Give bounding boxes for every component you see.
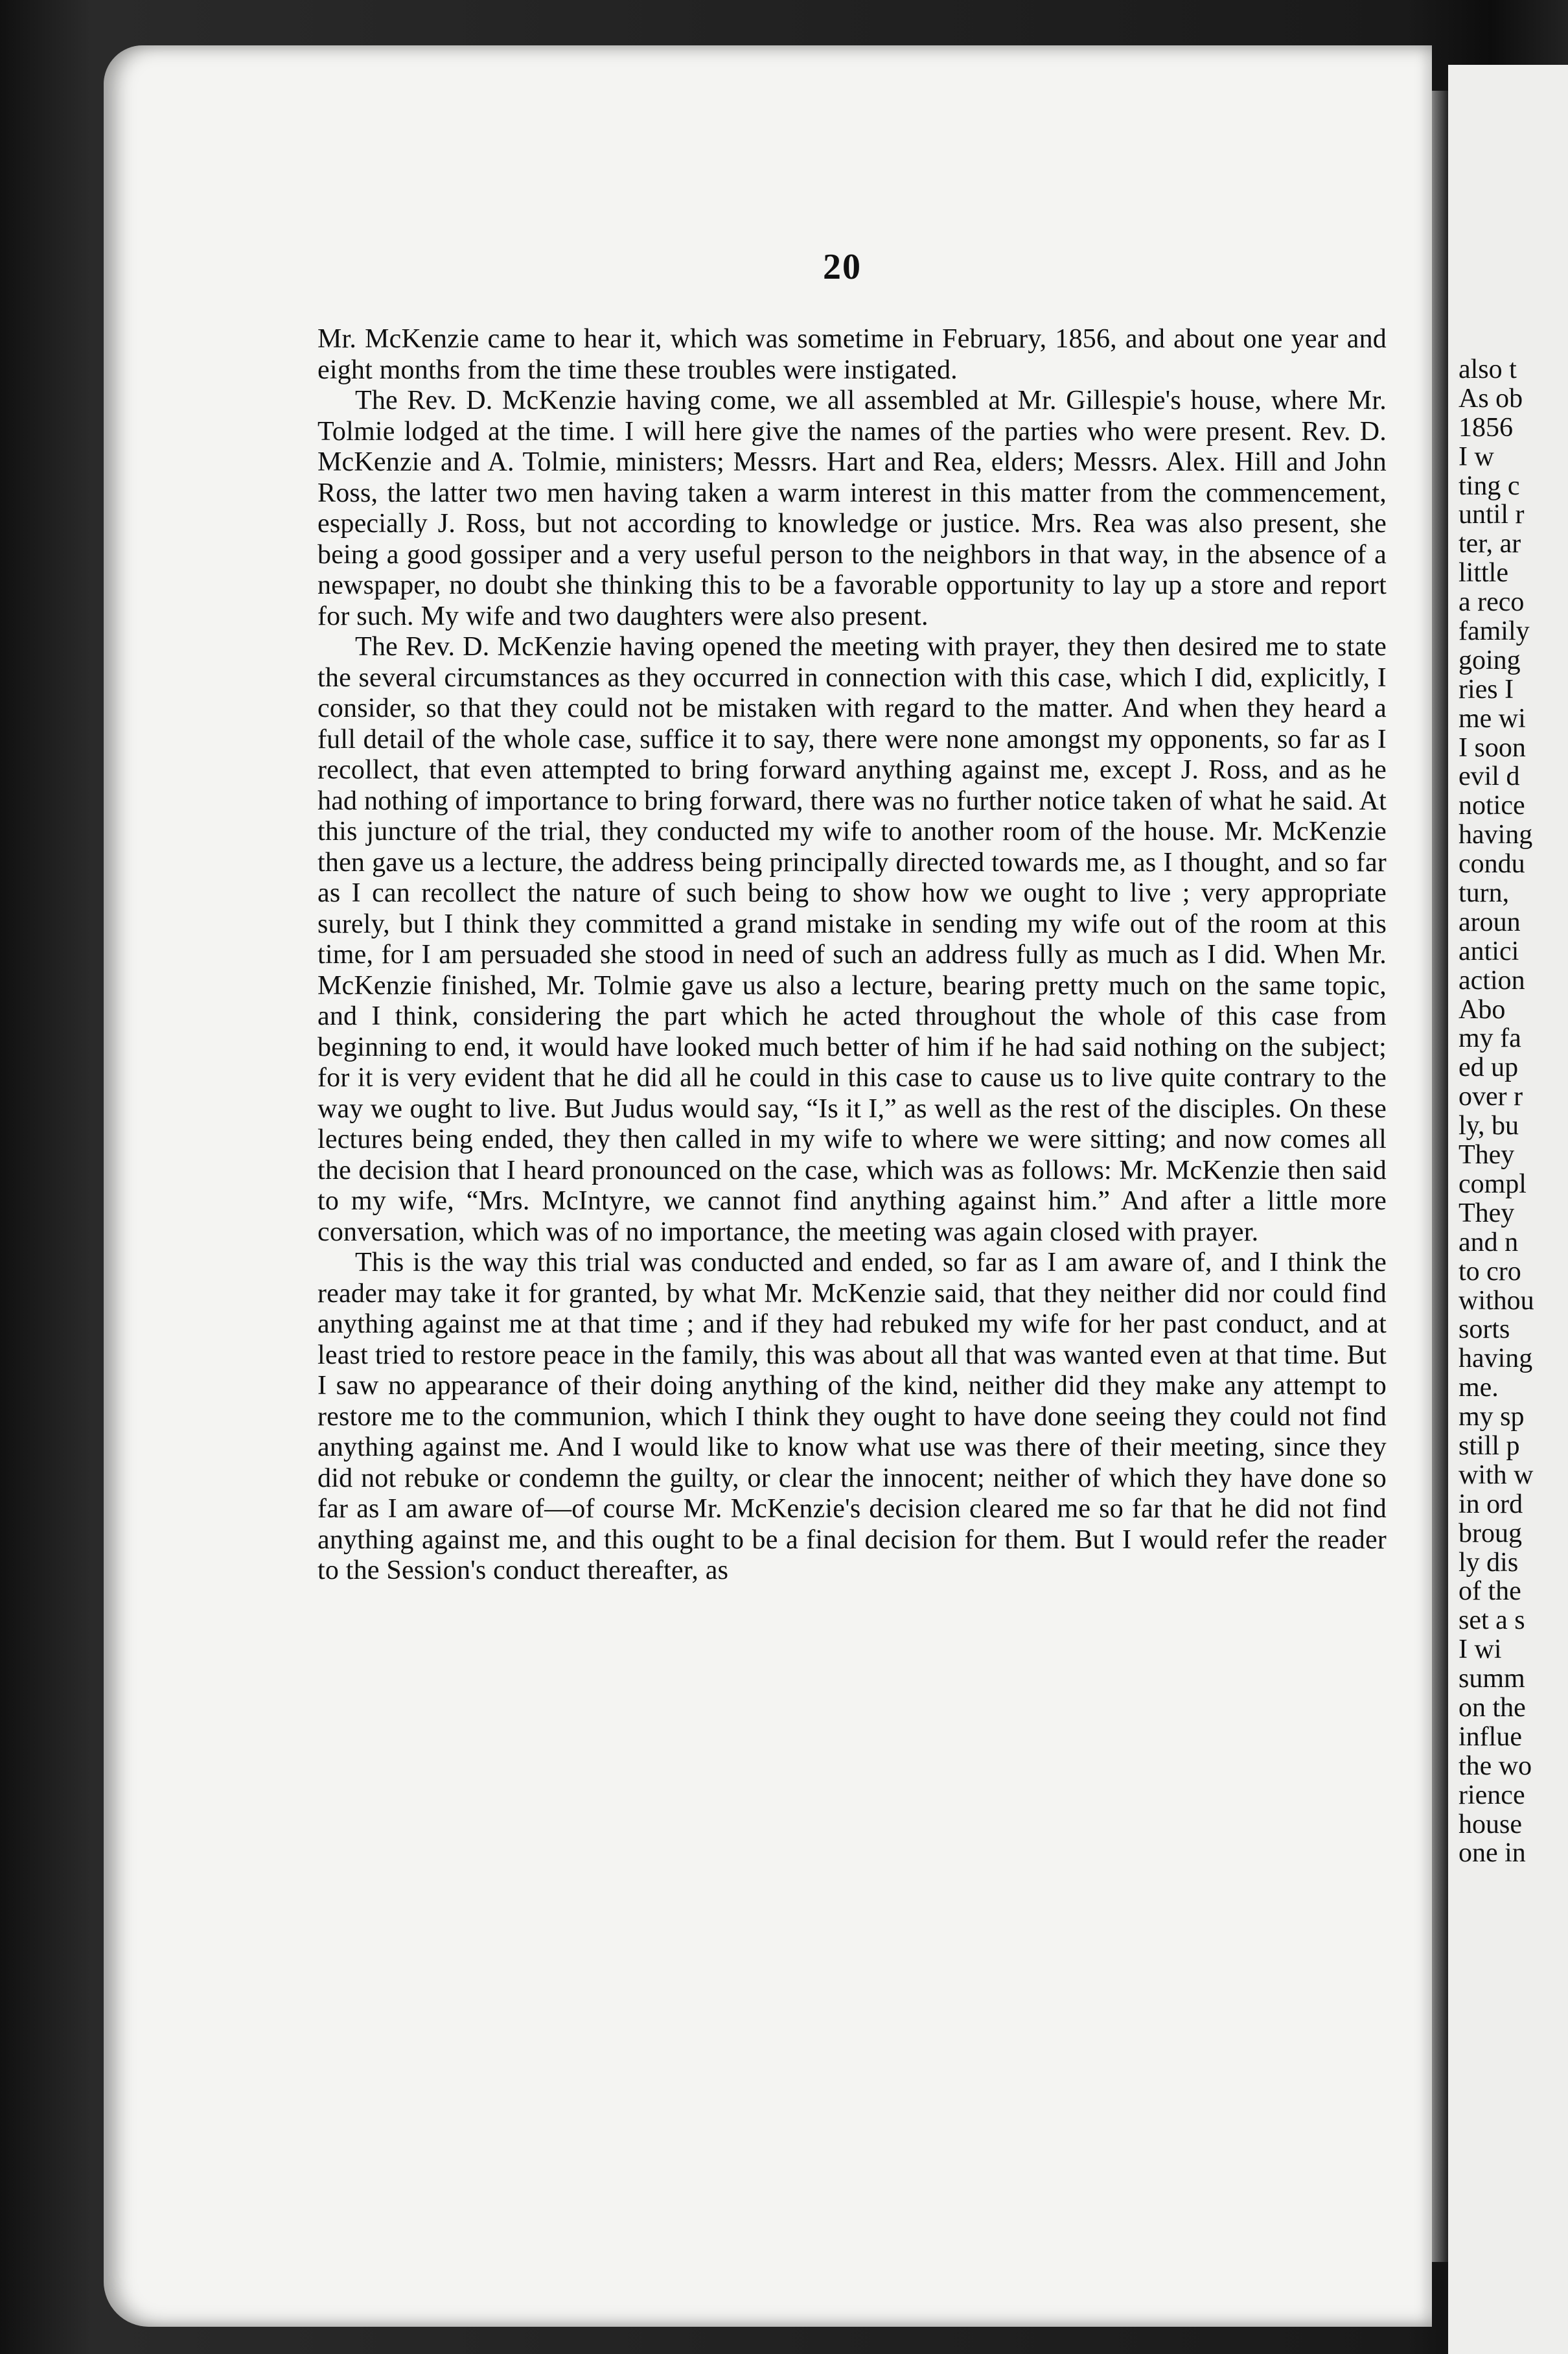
facing-page-line: They	[1458, 1140, 1515, 1171]
facing-page-line: house	[1458, 1809, 1522, 1839]
facing-page-line: me wi	[1458, 703, 1526, 734]
facing-page-line: I soon	[1458, 732, 1526, 763]
facing-page-line: on the	[1458, 1692, 1526, 1723]
facing-page-line: As ob	[1458, 383, 1523, 414]
facing-page-line: evil d	[1458, 762, 1520, 792]
facing-page-line: action	[1458, 965, 1525, 996]
paragraph: The Rev. D. McKenzie having opened the meeting with prayer, they then desired me to state the several circumstances as they occurred in connection with this case, which I did, explicitly, I consider, so that they could not be mistaken with regard to the matter. And when they heard a full detail of the whole case, suffice it to say, there were none amongst my opponents, so far as I recollect, that even attempted to bring forward anything against me, except J. Ross, and as he had nothing of importance to bring forward, there was no further notice taken of what he said. At this juncture of the trial, they conducted my wife to another room of the house. Mr. McKenzie then gave us a lecture, the address being principally directed towards me, as I thought, and so far as I can recollect the nature of such being to show how we ought to live ; very appropriate surely, but I think they committed a grand mistake in sending my wife out of the room at this time, for I am persuaded she stood in need of such an address fully as much as I did. When Mr. McKenzie finished, Mr. Tolmie gave us also a lecture, bearing pretty much on the same topic, and I think, considering the part which he acted throughout the whole of this case from beginning to end, it would have looked much better of him if he had said nothing on the subject; for it is very evident that he did all he could in this case to cause us to live quite contrary to the way we ought to live. But Judus would say, “Is it I,” as well as the rest of the disciples. On these lectures being ended, they then called in my wife to where we were sitting; and now comes all the decision that I heard pronounced on the case, which was as follows: Mr. McKenzie then said to my wife, “Mrs. McIntyre, we cannot find anything against him.” And after a little more conversation, which was of no importance, the meeting was again closed with prayer.	[317, 632, 1387, 1247]
facing-page-line: condu	[1458, 849, 1525, 880]
facing-page-line: They	[1458, 1198, 1515, 1228]
facing-page-line: family	[1458, 616, 1530, 647]
facing-page-line: sorts	[1458, 1314, 1510, 1345]
facing-page-line: a reco	[1458, 587, 1525, 618]
facing-page-line: going	[1458, 645, 1521, 675]
facing-page-line: one in	[1458, 1838, 1526, 1869]
facing-page-line: 1856	[1458, 412, 1513, 443]
facing-page-line: in ord	[1458, 1489, 1523, 1519]
facing-page-line: also t	[1458, 355, 1517, 384]
paragraph: The Rev. D. McKenzie having come, we all assembled at Mr. Gillespie's house, where Mr. Tolmie lodged at the time. I will here give the names of the parties who were present. Rev. D. McKenzie and A. Tolmie, ministers; Messrs. Hart and Rea, elders; Messrs. Alex. Hill and John Ross, the latter two men having taken a warm interest in this matter from the commencement, especially J. Ross, but not according to knowledge or justice. Mrs. Rea was also present, she being a good gossiper and a very useful person to the neighbors in that way, in the absence of a newspaper, no doubt she thinking this to be a favorable opportunity to lay up a store and report for such. My wife and two daughters were also present.	[317, 386, 1387, 631]
facing-page-line: with w	[1458, 1460, 1534, 1490]
facing-page-line: ly dis	[1458, 1547, 1519, 1578]
facing-page-line: ting c	[1458, 471, 1520, 501]
facing-page-line: withou	[1458, 1285, 1534, 1316]
paragraph: Mr. McKenzie came to hear it, which was sometime in February, 1856, and about one year and eight months from the time these troubles were instigated.	[317, 324, 1387, 385]
facing-page-line: I wi	[1458, 1635, 1502, 1665]
facing-page-line: rience	[1458, 1780, 1525, 1810]
facing-page-line: to cro	[1458, 1256, 1521, 1287]
facing-page-line: I w	[1458, 441, 1494, 472]
facing-page-line: having	[1458, 1344, 1533, 1374]
facing-page-line: over r	[1458, 1082, 1523, 1112]
facing-page-line: me.	[1458, 1373, 1499, 1403]
facing-page-line: of the	[1458, 1576, 1521, 1607]
facing-page	[1448, 65, 1568, 2354]
facing-page-line: until r	[1458, 500, 1525, 530]
facing-page-line: Abo	[1458, 994, 1506, 1025]
facing-page-line: notice	[1458, 791, 1525, 821]
paragraph: This is the way this trial was conducted and ended, so far as I am aware of, and I think the reader may take it for granted, by what Mr. McKenzie said, that they neither did nor could find anything against me at that time ; and if they had rebuked my wife for her past conduct, and at least tried to restore peace in the family, this was about all that was wanted even at that time. But I saw no appearance of their doing anything of the kind, neither did they make any attempt to restore me to the communion, which I think they ought to have done seeing they could not find anything against me. And I would like to know what use was there of their meeting, since they did not rebuke or condemn the guilty, or clear the innocent; neither of which they have done so far as I am aware of—of course Mr. McKenzie's decision cleared me so far that he did not find anything against me, and this ought to be a final decision for them. But I would refer the reader to the Session's conduct thereafter, as	[317, 1248, 1387, 1585]
facing-page-line: still p	[1458, 1430, 1520, 1461]
facing-page-line: the wo	[1458, 1751, 1532, 1781]
facing-page-line: broug	[1458, 1518, 1522, 1548]
facing-page-line: ly, bu	[1458, 1111, 1519, 1141]
facing-page-line: my fa	[1458, 1023, 1521, 1054]
facing-page-line: and n	[1458, 1227, 1519, 1257]
page-number: 20	[823, 247, 862, 287]
facing-page-line: my sp	[1458, 1402, 1525, 1432]
facing-page-text	[1458, 355, 1568, 1868]
facing-page-line: turn,	[1458, 878, 1510, 909]
body-text	[317, 324, 1387, 1587]
facing-page-line: ries I	[1458, 674, 1514, 705]
facing-page-line: having	[1458, 820, 1533, 850]
facing-page-line: compl	[1458, 1169, 1527, 1199]
facing-page-line: influe	[1458, 1721, 1522, 1752]
facing-page-line: aroun	[1458, 907, 1521, 937]
facing-page-line: ed up	[1458, 1053, 1519, 1083]
facing-page-line: antici	[1458, 936, 1519, 966]
facing-page-line: summ	[1458, 1664, 1525, 1694]
facing-page-line: little	[1458, 558, 1508, 588]
facing-page-line: ter, ar	[1458, 529, 1521, 559]
facing-page-line: set a s	[1458, 1605, 1525, 1636]
